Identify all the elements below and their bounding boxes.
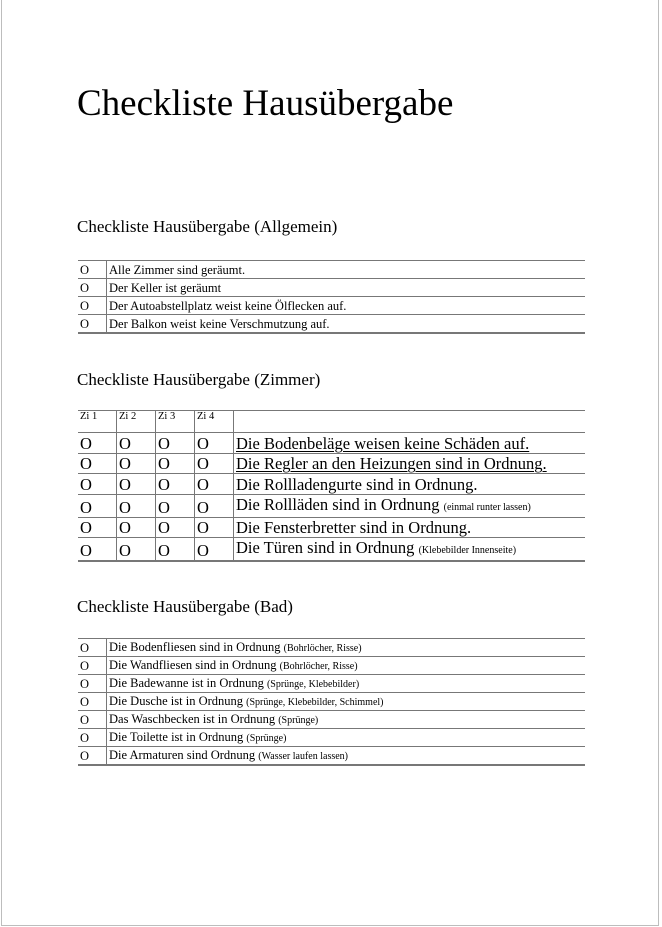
- checklist-item-text: Die Bodenbeläge weisen keine Schäden auf.: [236, 433, 530, 453]
- checklist-item-note: (Bohrlöcher, Risse): [279, 661, 358, 672]
- checklist-item-text: Die Badewanne ist in Ordnung: [109, 676, 264, 690]
- checkbox-mark[interactable]: O: [117, 433, 156, 454]
- checkbox-mark[interactable]: O: [78, 517, 117, 538]
- checklist-item-note: (Sprünge): [246, 733, 287, 744]
- checklist-item: [107, 729, 586, 747]
- checkbox-mark[interactable]: O: [78, 639, 107, 657]
- checklist-item: [107, 657, 586, 675]
- table-row: [78, 711, 585, 729]
- checkbox-mark[interactable]: O: [78, 711, 107, 729]
- checklist-item-text: Das Waschbecken ist in Ordnung: [109, 712, 276, 726]
- checkbox-mark[interactable]: O: [78, 315, 107, 334]
- checklist-item: [234, 474, 586, 495]
- checklist-item-text: Der Keller ist geräumt: [107, 279, 586, 297]
- table-row: [78, 517, 585, 538]
- column-header-room-2: Zi 2: [117, 411, 156, 433]
- checkbox-mark[interactable]: O: [156, 517, 195, 538]
- checklist-item: [234, 494, 586, 517]
- checklist-item-note: (Sprünge, Klebebilder): [266, 679, 360, 690]
- table-row: [78, 474, 585, 495]
- checkbox-mark[interactable]: O: [156, 453, 195, 474]
- document-page: [1, 0, 659, 926]
- table-row: [78, 315, 585, 334]
- checkbox-mark[interactable]: O: [195, 517, 234, 538]
- checklist-item-text: Die Bodenfliesen sind in Ordnung: [109, 640, 281, 654]
- checklist-rooms-table: [78, 410, 585, 562]
- checkbox-mark[interactable]: O: [78, 538, 117, 562]
- checkbox-mark[interactable]: O: [195, 474, 234, 495]
- checkbox-mark[interactable]: O: [78, 433, 117, 454]
- checkbox-mark[interactable]: O: [78, 675, 107, 693]
- checklist-item: [234, 453, 586, 474]
- checklist-item: [107, 675, 586, 693]
- section-heading-rooms: Checkliste Hausübergabe (Zimmer): [77, 370, 321, 389]
- checklist-bath-table: [78, 638, 585, 766]
- table-row: [78, 453, 585, 474]
- table-row: [78, 433, 585, 454]
- section-heading-bath: Checkliste Hausübergabe (Bad): [77, 597, 293, 616]
- checkbox-mark[interactable]: O: [195, 538, 234, 562]
- checkbox-mark[interactable]: O: [78, 657, 107, 675]
- section-heading-general: Checkliste Hausübergabe (Allgemein): [77, 217, 338, 236]
- checklist-item: [234, 517, 586, 538]
- table-row: [78, 538, 585, 562]
- checkbox-mark[interactable]: O: [78, 453, 117, 474]
- checklist-item-text: Die Toilette ist in Ordnung: [109, 730, 244, 744]
- checklist-item-text: Die Regler an den Heizungen sind in Ordnung.: [236, 454, 547, 473]
- checkbox-mark[interactable]: O: [117, 494, 156, 517]
- table-row: [78, 729, 585, 747]
- checkbox-mark[interactable]: O: [78, 297, 107, 315]
- checklist-item: [234, 538, 586, 562]
- table-header-row: [78, 411, 585, 433]
- table-row: [78, 675, 585, 693]
- checklist-item-text: Die Fensterbretter sind in Ordnung.: [236, 518, 472, 537]
- checkbox-mark[interactable]: O: [156, 433, 195, 454]
- checklist-item: [107, 693, 586, 711]
- checklist-item-text: Die Rollladengurte sind in Ordnung.: [236, 474, 478, 494]
- checklist-item-text: Die Wandfliesen sind in Ordnung: [109, 658, 277, 672]
- checkbox-mark[interactable]: O: [156, 474, 195, 495]
- checkbox-mark[interactable]: O: [156, 494, 195, 517]
- checklist-item-note: (Klebebilder Innenseite): [418, 545, 517, 556]
- checkbox-mark[interactable]: O: [78, 729, 107, 747]
- checkbox-mark[interactable]: O: [78, 474, 117, 495]
- checklist-item-text: Die Armaturen sind Ordnung: [109, 748, 256, 762]
- checkbox-mark[interactable]: O: [195, 433, 234, 454]
- checklist-item: [234, 433, 586, 454]
- checklist-item-text: Der Balkon weist keine Verschmutzung auf.: [107, 315, 586, 334]
- checklist-item-text: Der Autoabstellplatz weist keine Ölflecken auf.: [107, 297, 586, 315]
- checkbox-mark[interactable]: O: [78, 693, 107, 711]
- table-row: [78, 693, 585, 711]
- checkbox-mark[interactable]: O: [78, 494, 117, 517]
- checklist-item-text: Alle Zimmer sind geräumt.: [107, 261, 586, 279]
- checkbox-mark[interactable]: O: [117, 517, 156, 538]
- checkbox-mark[interactable]: O: [117, 474, 156, 495]
- checkbox-mark[interactable]: O: [78, 747, 107, 766]
- checklist-item-text: Die Türen sind in Ordnung: [236, 538, 415, 557]
- checklist-item: [107, 747, 586, 766]
- table-row: [78, 494, 585, 517]
- table-row: [78, 657, 585, 675]
- checkbox-mark[interactable]: O: [195, 494, 234, 517]
- checklist-item: [107, 639, 586, 657]
- checklist-item-note: (Wasser laufen lassen): [258, 751, 348, 762]
- column-header-room-1: Zi 1: [78, 411, 117, 433]
- checkbox-mark[interactable]: O: [156, 538, 195, 562]
- checklist-item-note: (einmal runter lassen): [443, 501, 531, 513]
- checkbox-mark[interactable]: O: [195, 453, 234, 474]
- checklist-general-table: [78, 260, 585, 334]
- table-row: [78, 261, 585, 279]
- column-header-blank: [234, 411, 586, 433]
- page-title: Checkliste Hausübergabe: [77, 83, 454, 124]
- checkbox-mark[interactable]: O: [117, 538, 156, 562]
- table-row: [78, 639, 585, 657]
- column-header-room-3: Zi 3: [156, 411, 195, 433]
- checklist-item-text: Die Dusche ist in Ordnung: [109, 694, 244, 708]
- column-header-room-4: Zi 4: [195, 411, 234, 433]
- checkbox-mark[interactable]: O: [78, 261, 107, 279]
- table-row: [78, 279, 585, 297]
- checklist-item-note: (Sprünge): [278, 715, 319, 726]
- checklist-item-note: (Bohrlöcher, Risse): [283, 643, 362, 654]
- checklist-item-text: Die Rollläden sind in Ordnung: [236, 494, 440, 514]
- checklist-item: [107, 711, 586, 729]
- checklist-item-note: (Sprünge, Klebebilder, Schimmel): [246, 697, 384, 708]
- table-row: [78, 297, 585, 315]
- checkbox-mark[interactable]: O: [117, 453, 156, 474]
- checkbox-mark[interactable]: O: [78, 279, 107, 297]
- table-row: [78, 747, 585, 766]
